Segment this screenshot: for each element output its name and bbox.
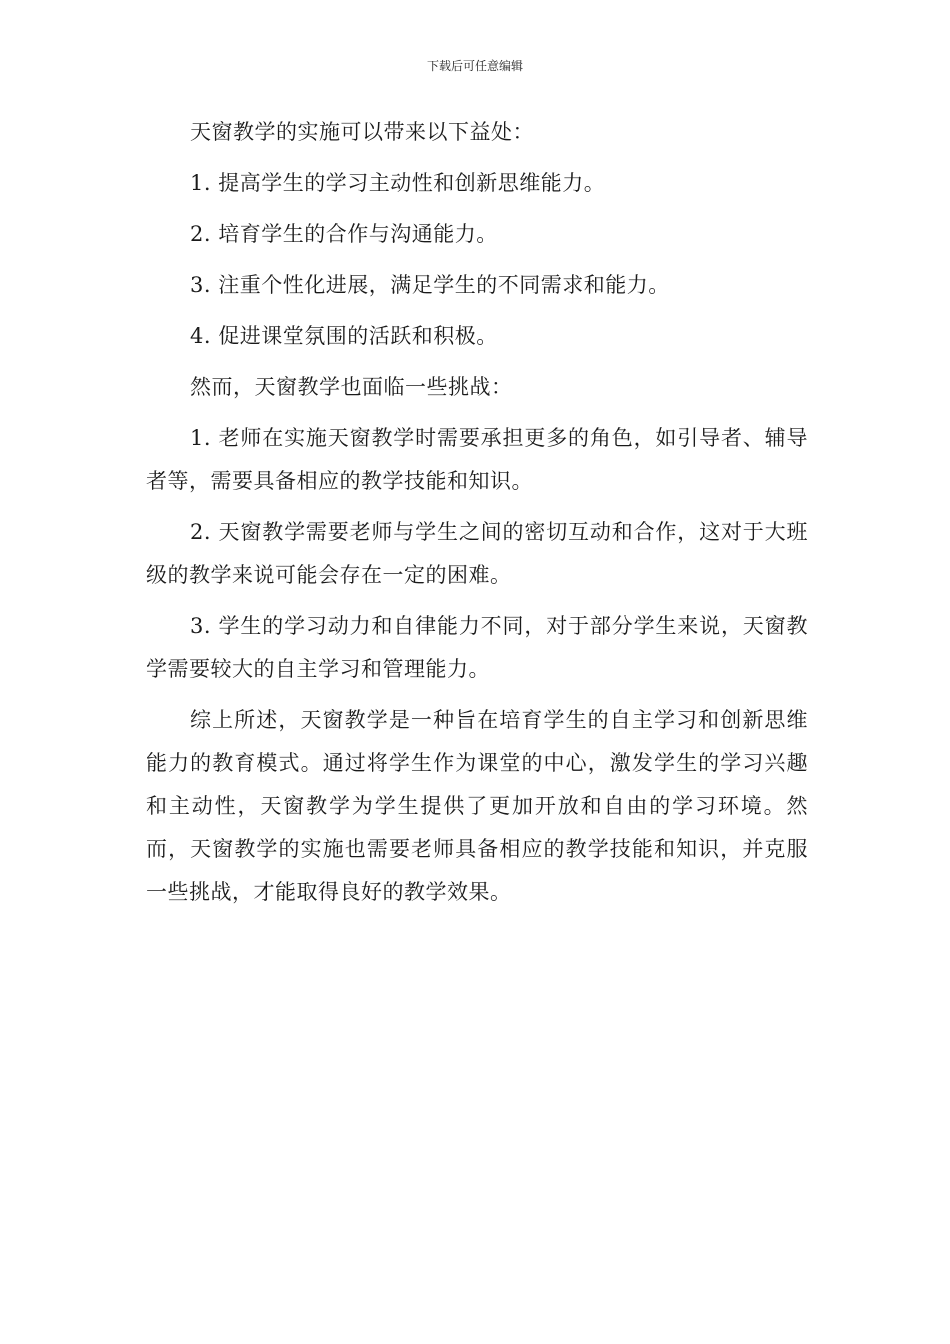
page-header: 下载后可任意编辑 xyxy=(426,59,523,73)
challenge-item-1: 1. 老师在实施天窗教学时需要承担更多的角色，如引导者、辅导者等，需要具备相应的教学技能和知识。 xyxy=(146,426,808,493)
benefit-item-1: 1. 提高学生的学习主动性和创新思维能力。 xyxy=(190,171,606,195)
benefit-item-2: 2. 培育学生的合作与沟通能力。 xyxy=(190,222,498,246)
document-body xyxy=(146,111,808,922)
benefits-intro: 天窗教学的实施可以带来以下益处： xyxy=(190,120,534,144)
challenges-intro: 然而，天窗教学也面临一些挑战： xyxy=(190,375,513,399)
challenge-item-2: 2. 天窗教学需要老师与学生之间的密切互动和合作，这对于大班级的教学来说可能会存在一定的困难。 xyxy=(146,520,808,587)
challenge-item-3: 3. 学生的学习动力和自律能力不同，对于部分学生来说，天窗教学需要较大的自主学习和管理能力。 xyxy=(146,614,808,681)
benefit-item-3: 3. 注重个性化进展，满足学生的不同需求和能力。 xyxy=(190,273,670,297)
summary-paragraph: 综上所述，天窗教学是一种旨在培育学生的自主学习和创新思维能力的教育模式。通过将学生作为课堂的中心，激发学生的学习兴趣和主动性，天窗教学为学生提供了更加开放和自由的学习环境。然而，天窗教学的实施也需要老师具备相应的教学技能和知识，并克服一些挑战，才能取得良好的教学效果。 xyxy=(146,708,808,904)
benefit-item-4: 4. 促进课堂氛围的活跃和积极。 xyxy=(190,324,498,348)
